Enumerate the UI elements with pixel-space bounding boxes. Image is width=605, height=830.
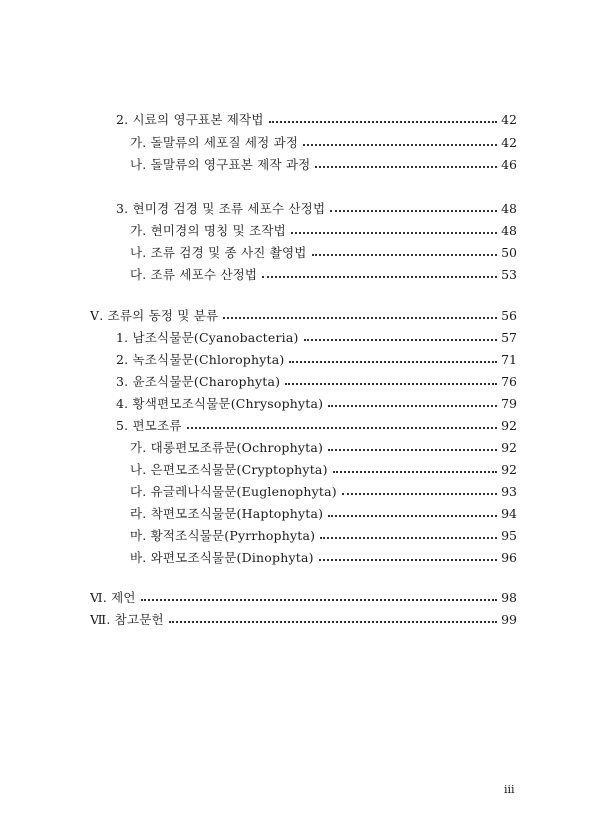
toc-entry-v5c-euglenophyta[interactable] <box>130 482 517 502</box>
toc-entry-label: 나. 돌말류의 영구표본 제작 과정 <box>130 157 311 172</box>
toc-entry-label: 3. 윤조식물문(Charophyta) <box>116 374 281 389</box>
toc-entry-page: 48 <box>501 223 517 238</box>
toc-entry-page: 42 <box>501 112 517 127</box>
toc-entry-label: 바. 와편모조식물문(Dinophyta) <box>130 550 314 565</box>
toc-entry-page: 53 <box>501 267 517 282</box>
toc-entry-label: 3. 현미경 검경 및 조류 세포수 산정법 <box>116 201 326 216</box>
toc-entry-label: 라. 착편모조식물문(Haptophyta) <box>130 506 324 521</box>
toc-entry-label: 가. 현미경의 명칭 및 조작법 <box>130 223 286 238</box>
toc-entry-chapter-v[interactable] <box>90 306 517 326</box>
toc-entry-label: 다. 조류 세포수 산정법 <box>130 267 258 282</box>
toc-entry-label: 가. 돌말류의 세포질 세정 과정 <box>130 135 299 150</box>
toc-entry-page: 96 <box>501 550 517 565</box>
toc-entry-label: 2. 시료의 영구표본 제작법 <box>116 112 264 127</box>
toc-entry-v4-chrysophyta[interactable] <box>116 394 517 414</box>
toc-entry-v5d-haptophyta[interactable] <box>130 504 517 524</box>
toc-entry-label: Ⅶ. 참고문헌 <box>90 612 164 627</box>
dot-leader <box>304 339 497 341</box>
toc-entry-v5f-dinophyta[interactable] <box>130 548 517 568</box>
dot-leader <box>187 427 497 429</box>
toc-entry-3a-microscope-parts[interactable] <box>130 221 517 241</box>
toc-entry-v5b-cryptophyta[interactable] <box>130 460 517 480</box>
toc-entry-v3-charophyta[interactable] <box>116 372 517 392</box>
page-number: iii <box>504 783 515 796</box>
dot-leader <box>330 210 497 212</box>
toc-entry-label: 나. 조류 검경 및 종 사진 촬영법 <box>130 245 307 260</box>
dot-leader <box>320 537 497 539</box>
toc-entry-3b-photography[interactable] <box>130 243 517 263</box>
toc-entry-label: 1. 남조식물문(Cyanobacteria) <box>116 330 299 345</box>
dot-leader <box>333 471 497 473</box>
toc-entry-chapter-vii[interactable] <box>90 610 517 630</box>
toc-entry-label: 마. 황적조식물문(Pyrrhophyta) <box>130 528 316 543</box>
toc-entry-page: 46 <box>501 157 517 172</box>
dot-leader <box>223 317 497 319</box>
dot-leader <box>262 276 497 278</box>
toc-entry-chapter-vi[interactable] <box>90 588 517 608</box>
toc-entry-page: 92 <box>501 440 517 455</box>
toc-entry-label: 가. 대롱편모조류문(Ochrophyta) <box>130 440 324 455</box>
toc-entry-label: 2. 녹조식물문(Chlorophyta) <box>116 352 285 367</box>
toc-entry-2-permanent-slide[interactable] <box>116 110 517 130</box>
toc-entry-v5e-pyrrhophyta[interactable] <box>130 526 517 546</box>
toc-entry-page: 57 <box>501 330 517 345</box>
dot-leader <box>342 493 497 495</box>
toc-entry-page: 99 <box>501 612 517 627</box>
dot-leader <box>312 254 497 256</box>
toc-entry-3c-cell-count[interactable] <box>130 265 517 285</box>
toc-entry-page: 71 <box>501 352 517 367</box>
dot-leader <box>141 599 497 601</box>
toc-entry-3-microscopy[interactable] <box>116 199 517 219</box>
toc-entry-page: 56 <box>501 308 517 323</box>
dot-leader <box>328 405 497 407</box>
dot-leader <box>169 621 497 623</box>
toc-entry-page: 92 <box>501 418 517 433</box>
toc-entry-v2-chlorophyta[interactable] <box>116 350 517 370</box>
toc-entry-label: 나. 은편모조식물문(Cryptophyta) <box>130 462 328 477</box>
toc-entry-page: 92 <box>501 462 517 477</box>
toc-entry-page: 95 <box>501 528 517 543</box>
toc-entry-page: 79 <box>501 396 517 411</box>
dot-leader <box>269 121 497 123</box>
toc-entry-page: 50 <box>501 245 517 260</box>
toc-entry-2b-slide-process[interactable] <box>130 155 517 175</box>
dot-leader <box>289 361 497 363</box>
toc-entry-label: 4. 황색편모조식물문(Chrysophyta) <box>116 396 324 411</box>
toc-entry-v5a-ochrophyta[interactable] <box>130 438 517 458</box>
toc-entry-label: 5. 편모조류 <box>116 418 182 433</box>
toc-entry-page: 93 <box>501 484 517 499</box>
dot-leader <box>328 449 497 451</box>
toc-entry-label: 다. 유글레나식물문(Euglenophyta) <box>130 484 337 499</box>
dot-leader <box>319 559 497 561</box>
toc-entry-2a-cleaning[interactable] <box>130 133 517 153</box>
toc-entry-label: Ⅴ. 조류의 동정 및 분류 <box>90 308 219 323</box>
toc-entry-v1-cyanobacteria[interactable] <box>116 328 517 348</box>
toc-entry-v5-flagellates[interactable] <box>116 416 517 436</box>
toc-entry-page: 98 <box>501 590 517 605</box>
dot-leader <box>328 515 497 517</box>
toc-entry-page: 76 <box>501 374 517 389</box>
toc-entry-label: Ⅵ. 제언 <box>90 590 136 605</box>
dot-leader <box>315 166 497 168</box>
dot-leader <box>291 232 497 234</box>
toc-entry-page: 94 <box>501 506 517 521</box>
toc-entry-page: 48 <box>501 201 517 216</box>
toc-entry-page: 42 <box>501 135 517 150</box>
dot-leader <box>303 144 497 146</box>
dot-leader <box>285 383 497 385</box>
